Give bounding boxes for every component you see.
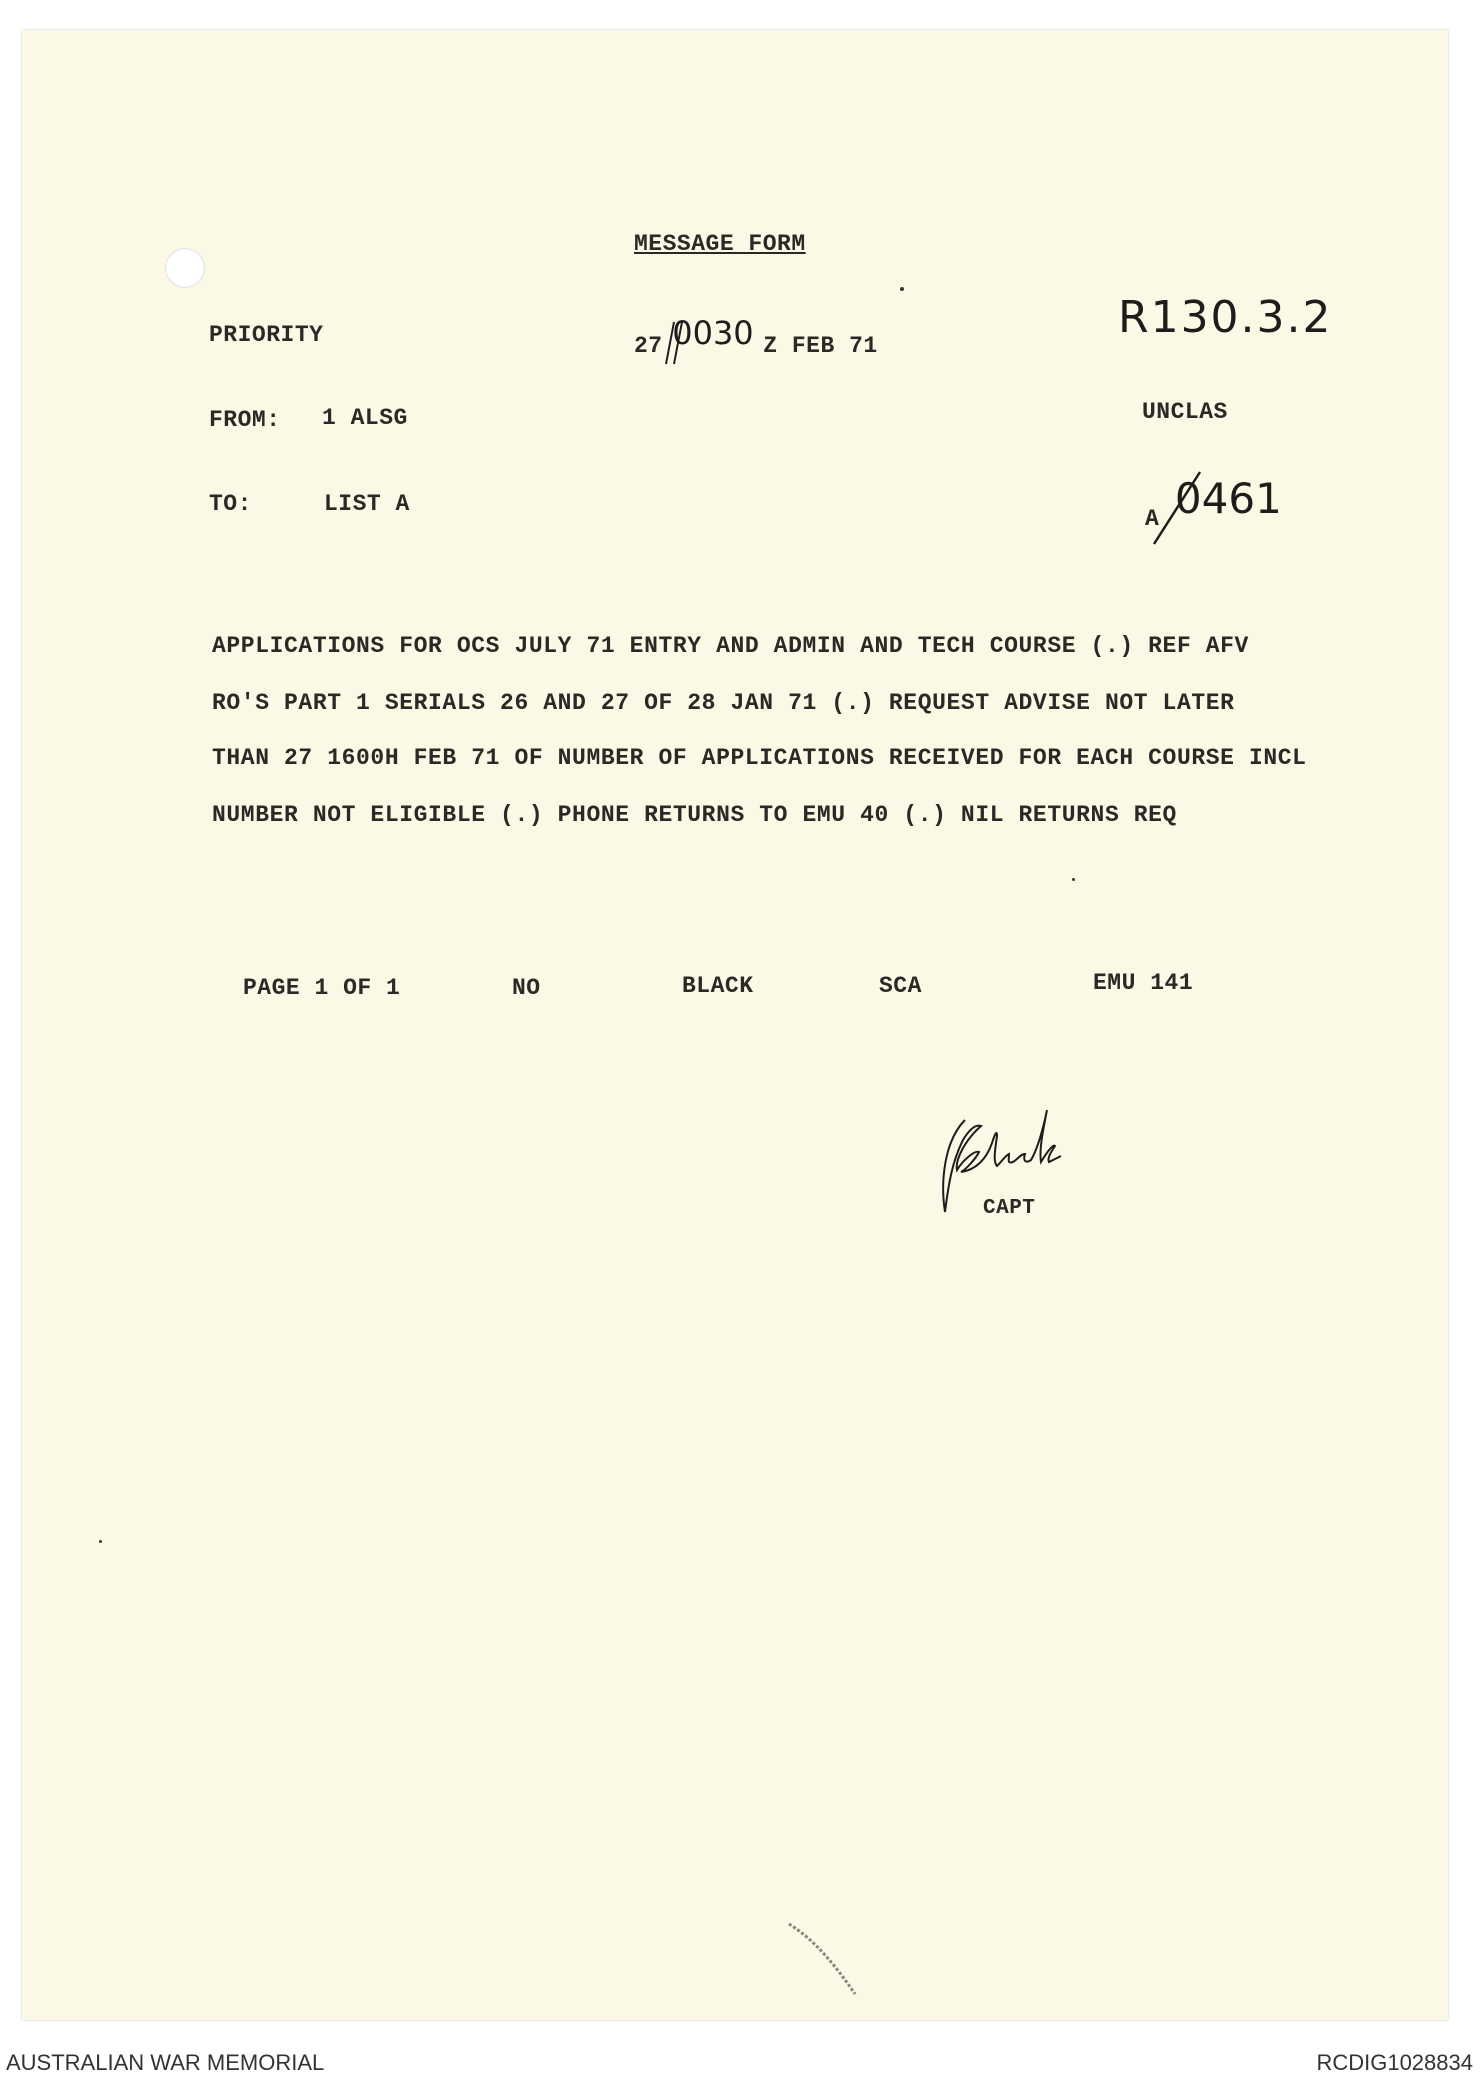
dtg-day: 27	[634, 333, 663, 359]
message-line-1: APPLICATIONS FOR OCS JULY 71 ENTRY AND ADMIN AND TECH COURSE (.) REF AFV	[212, 633, 1249, 659]
serial-prefix: A	[1145, 506, 1160, 532]
message-line-2: RO'S PART 1 SERIALS 26 AND 27 OF 28 JAN 71 (.) REQUEST ADVISE NOT LATER	[212, 690, 1235, 716]
footer-record-id: RCDIG1028834	[1316, 2050, 1473, 2075]
details-no: NO	[512, 975, 541, 1001]
dtg-time-handwritten: 0030	[672, 314, 754, 352]
details-name: BLACK	[682, 973, 754, 999]
paper-scuff	[785, 1920, 865, 2000]
details-emu: EMU 141	[1093, 970, 1194, 996]
serial-handwritten: 0461	[1174, 474, 1282, 523]
classification: UNCLAS	[1142, 399, 1228, 425]
page-count: PAGE 1 OF 1	[243, 975, 401, 1001]
to-value: LIST A	[324, 491, 410, 517]
message-line-3: THAN 27 1600H FEB 71 OF NUMBER OF APPLICATIONS RECEIVED FOR EACH COURSE INCL	[212, 745, 1307, 771]
dtg-strike-marks	[660, 318, 690, 368]
signature-rank: CAPT	[983, 1197, 1036, 1220]
to-label: TO:	[209, 491, 252, 517]
ink-speck	[900, 287, 904, 291]
precedence: PRIORITY	[209, 322, 324, 348]
punch-hole	[165, 248, 205, 288]
ink-speck	[99, 1540, 102, 1543]
form-title: MESSAGE FORM	[634, 231, 806, 257]
dtg-suffix: Z FEB 71	[763, 333, 878, 359]
details-sca: SCA	[879, 973, 922, 999]
file-reference-handwritten: R130.3.2	[1118, 292, 1333, 343]
from-value: 1 ALSG	[322, 405, 408, 431]
footer-institution: AUSTRALIAN WAR MEMORIAL	[6, 2050, 325, 2075]
from-label: FROM:	[209, 407, 281, 433]
serial-strike-mark	[1148, 468, 1208, 548]
ink-speck	[1072, 878, 1075, 881]
message-line-4: NUMBER NOT ELIGIBLE (.) PHONE RETURNS TO EMU 40 (.) NIL RETURNS REQ	[212, 802, 1177, 828]
